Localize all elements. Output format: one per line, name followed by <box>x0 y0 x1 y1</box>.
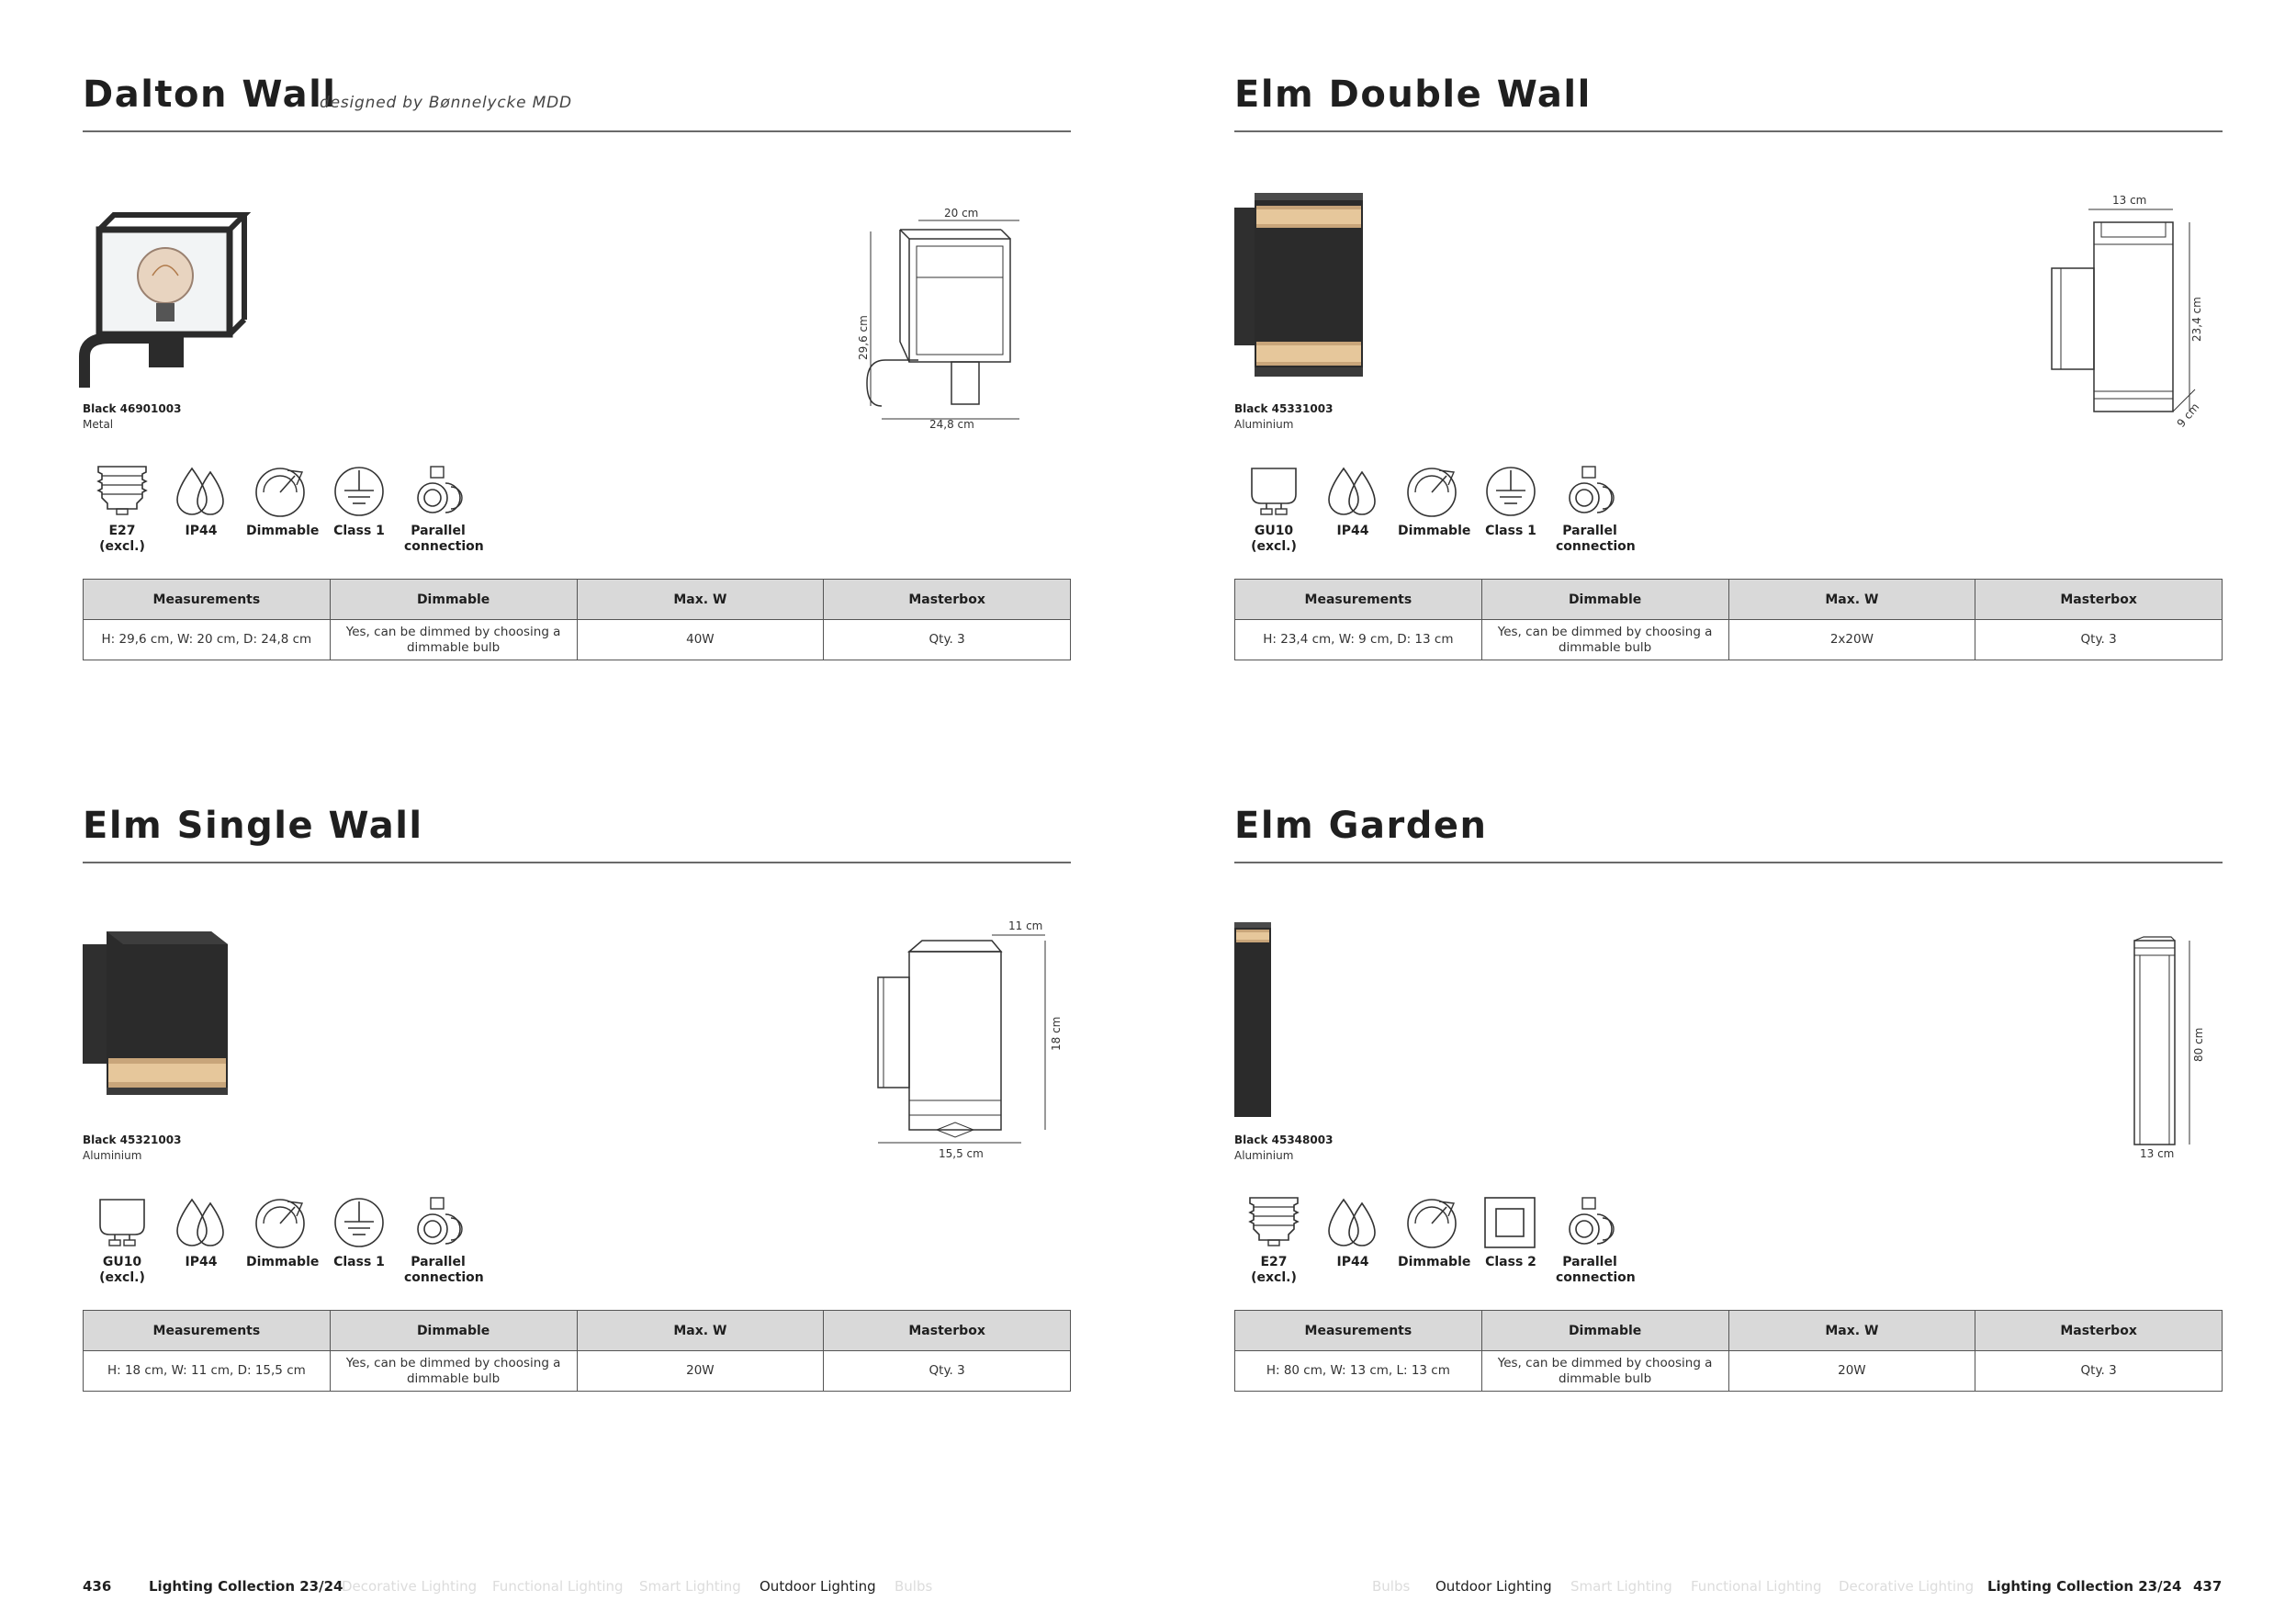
footer-left-brand: Lighting Collection 23/24 <box>149 1578 343 1595</box>
icon-label: Class 1 <box>333 524 385 538</box>
cell-measurements: H: 29,6 cm, W: 20 cm, D: 24,8 cm <box>84 620 331 660</box>
product-material: Aluminium <box>1234 1149 1294 1162</box>
feature-class-1 <box>1477 463 1545 539</box>
designer-credit: designed by Bønnelycke MDD <box>320 94 572 112</box>
dim-depth-label: 9 cm <box>2174 400 2202 430</box>
dimmable-icon <box>251 463 310 520</box>
product-photo <box>83 904 266 1119</box>
icon-label: Parallel <box>411 1255 466 1269</box>
class-1-earth-icon <box>330 463 388 520</box>
feature-dimmable <box>1398 463 1471 539</box>
col-header-masterbox: Masterbox <box>824 1311 1071 1351</box>
feature-icons <box>88 463 602 564</box>
table-row <box>1235 620 2223 660</box>
col-header-max-w: Max. W <box>577 580 824 620</box>
product-title: Elm Garden <box>1234 805 1488 847</box>
technical-drawing <box>2015 195 2223 428</box>
cell-masterbox: Qty. 3 <box>1975 1351 2223 1392</box>
feature-ip44 <box>167 1194 235 1270</box>
technical-drawing <box>857 195 1071 431</box>
product-material: Aluminium <box>83 1149 142 1162</box>
dim-height-label: 29,6 cm <box>857 315 870 360</box>
product-header <box>1234 73 2223 132</box>
feature-class-1 <box>325 1194 393 1270</box>
product-material: Aluminium <box>1234 418 1294 431</box>
col-header-masterbox: Masterbox <box>824 580 1071 620</box>
icon-label: Dimmable <box>1398 1255 1471 1269</box>
product-photo <box>83 173 266 388</box>
feature-ip44 <box>1319 1194 1387 1270</box>
icon-label: Class 2 <box>1485 1255 1536 1269</box>
product-material: Metal <box>83 418 114 431</box>
footer-left-nav-decorative[interactable]: Decorative Lighting <box>342 1578 478 1595</box>
dim-height-label: 18 cm <box>1050 1016 1063 1051</box>
spec-table <box>1234 579 2223 660</box>
dim-width-label: 13 cm <box>2140 1147 2175 1160</box>
feature-dimmable <box>1398 1194 1471 1270</box>
footer-left-nav-smart[interactable]: Smart Lighting <box>639 1578 741 1595</box>
cell-masterbox: Qty. 3 <box>1975 620 2223 660</box>
icon-label: Dimmable <box>1398 524 1471 538</box>
dim-width-label: 13 cm <box>2112 194 2147 207</box>
cell-max-w: 20W <box>1728 1351 1975 1392</box>
icon-label: Class 1 <box>1485 524 1536 538</box>
product-elm-single-wall <box>83 805 1071 1438</box>
icon-sublabel: connection <box>404 539 484 554</box>
product-header <box>83 73 1071 132</box>
icon-sublabel: (excl.) <box>99 539 145 554</box>
cell-measurements: H: 80 cm, W: 13 cm, L: 13 cm <box>1235 1351 1482 1392</box>
product-elm-garden <box>1234 805 2223 1438</box>
ip44-drops-icon <box>1323 463 1382 520</box>
e27-bulb-icon <box>1244 1194 1303 1251</box>
col-header-measurements: Measurements <box>1235 580 1482 620</box>
table-row <box>84 620 1071 660</box>
feature-icons <box>1240 463 1754 564</box>
feature-parallel <box>1556 463 1636 555</box>
col-header-max-w: Max. W <box>577 1311 824 1351</box>
table-row <box>1235 1351 2223 1392</box>
col-header-measurements: Measurements <box>84 1311 331 1351</box>
feature-parallel <box>1556 1194 1636 1286</box>
feature-parallel <box>404 463 484 555</box>
table-row <box>84 1351 1071 1392</box>
parallel-connection-icon <box>1560 1194 1619 1251</box>
product-sku: Black 45331003 <box>1234 402 1334 415</box>
col-header-dimmable: Dimmable <box>1481 1311 1728 1351</box>
icon-label: Class 1 <box>333 1255 385 1269</box>
cell-max-w: 20W <box>577 1351 824 1392</box>
footer-left-nav-bulbs[interactable]: Bulbs <box>895 1578 933 1595</box>
product-elm-double-wall <box>1234 73 2223 707</box>
col-header-measurements: Measurements <box>1235 1311 1482 1351</box>
feature-class-2 <box>1477 1194 1545 1270</box>
feature-e27 <box>1240 1194 1308 1286</box>
parallel-connection-icon <box>1560 463 1619 520</box>
dimmable-icon <box>1402 1194 1461 1251</box>
product-photo <box>1234 904 1418 1119</box>
footer-right-nav-smart[interactable]: Smart Lighting <box>1570 1578 1672 1595</box>
product-dalton-wall <box>83 73 1071 707</box>
icon-label: GU10 <box>1254 524 1294 538</box>
gu10-bulb-icon <box>1244 463 1303 520</box>
cell-dimmable: Yes, can be dimmed by choosing a dimmable bulb <box>1481 1351 1728 1392</box>
product-sku: Black 45321003 <box>83 1133 182 1146</box>
icon-label: IP44 <box>185 524 218 538</box>
footer-right-nav-decorative[interactable]: Decorative Lighting <box>1839 1578 1975 1595</box>
cell-masterbox: Qty. 3 <box>824 620 1071 660</box>
parallel-connection-icon <box>409 463 467 520</box>
footer-right-nav-functional[interactable]: Functional Lighting <box>1691 1578 1822 1595</box>
dim-depth-label: 24,8 cm <box>929 418 974 431</box>
col-header-masterbox: Masterbox <box>1975 1311 2223 1351</box>
spec-table <box>83 579 1071 660</box>
e27-bulb-icon <box>93 463 152 520</box>
col-header-max-w: Max. W <box>1728 1311 1975 1351</box>
feature-ip44 <box>167 463 235 539</box>
class-1-earth-icon <box>330 1194 388 1251</box>
dim-width-label: 20 cm <box>944 207 979 220</box>
technical-drawing <box>2015 926 2223 1159</box>
icon-sublabel: (excl.) <box>99 1270 145 1285</box>
ip44-drops-icon <box>172 463 231 520</box>
col-header-max-w: Max. W <box>1728 580 1975 620</box>
icon-label: GU10 <box>102 1255 142 1269</box>
icon-label: Parallel <box>411 524 466 538</box>
technical-drawing <box>863 919 1071 1160</box>
product-title: Dalton Wall <box>83 73 337 116</box>
feature-gu10 <box>88 1194 156 1286</box>
spec-table <box>83 1310 1071 1392</box>
product-photo <box>1234 173 1418 388</box>
icon-label: Parallel <box>1562 1255 1617 1269</box>
feature-parallel <box>404 1194 484 1286</box>
icon-sublabel: (excl.) <box>1251 1270 1297 1285</box>
feature-ip44 <box>1319 463 1387 539</box>
footer-left-nav-outdoor[interactable]: Outdoor Lighting <box>760 1578 876 1595</box>
product-sku: Black 45348003 <box>1234 1133 1334 1146</box>
col-header-masterbox: Masterbox <box>1975 580 2223 620</box>
parallel-connection-icon <box>409 1194 467 1251</box>
cell-max-w: 2x20W <box>1728 620 1975 660</box>
footer-left-page-number: 436 <box>83 1578 112 1595</box>
dim-height-label: 23,4 cm <box>2190 297 2203 342</box>
col-header-dimmable: Dimmable <box>1481 580 1728 620</box>
cell-dimmable: Yes, can be dimmed by choosing a dimmable bulb <box>330 1351 577 1392</box>
feature-class-1 <box>325 463 393 539</box>
cell-masterbox: Qty. 3 <box>824 1351 1071 1392</box>
feature-icons <box>1240 1194 1754 1295</box>
icon-label: Parallel <box>1562 524 1617 538</box>
footer-right-nav-outdoor[interactable]: Outdoor Lighting <box>1435 1578 1552 1595</box>
dim-width-label: 11 cm <box>1008 919 1043 932</box>
dimmable-icon <box>251 1194 310 1251</box>
spec-table <box>1234 1310 2223 1392</box>
feature-dimmable <box>246 463 320 539</box>
product-sku: Black 46901003 <box>83 402 182 415</box>
footer-right-nav-bulbs[interactable]: Bulbs <box>1372 1578 1411 1595</box>
icon-sublabel: connection <box>1556 1270 1636 1285</box>
icon-label: E27 <box>108 524 136 538</box>
col-header-dimmable: Dimmable <box>330 580 577 620</box>
icon-label: IP44 <box>1336 524 1369 538</box>
footer-right-brand: Lighting Collection 23/24 <box>1987 1578 2182 1595</box>
class-2-double-insulation-icon <box>1481 1194 1540 1251</box>
feature-gu10 <box>1240 463 1308 555</box>
footer-left-nav-functional[interactable]: Functional Lighting <box>492 1578 624 1595</box>
icon-sublabel: connection <box>404 1270 484 1285</box>
product-header <box>1234 805 2223 863</box>
icon-label: Dimmable <box>246 1255 320 1269</box>
cell-max-w: 40W <box>577 620 824 660</box>
class-1-earth-icon <box>1481 463 1540 520</box>
product-title: Elm Double Wall <box>1234 73 1592 116</box>
cell-measurements: H: 18 cm, W: 11 cm, D: 15,5 cm <box>84 1351 331 1392</box>
cell-dimmable: Yes, can be dimmed by choosing a dimmable bulb <box>330 620 577 660</box>
feature-dimmable <box>246 1194 320 1270</box>
col-header-dimmable: Dimmable <box>330 1311 577 1351</box>
ip44-drops-icon <box>1323 1194 1382 1251</box>
icon-label: IP44 <box>1336 1255 1369 1269</box>
gu10-bulb-icon <box>93 1194 152 1251</box>
ip44-drops-icon <box>172 1194 231 1251</box>
dim-height-label: 80 cm <box>2192 1027 2205 1062</box>
feature-e27 <box>88 463 156 555</box>
footer-right-page-number: 437 <box>2193 1578 2223 1595</box>
cell-measurements: H: 23,4 cm, W: 9 cm, D: 13 cm <box>1235 620 1482 660</box>
product-title: Elm Single Wall <box>83 805 423 847</box>
icon-sublabel: (excl.) <box>1251 539 1297 554</box>
product-header <box>83 805 1071 863</box>
col-header-measurements: Measurements <box>84 580 331 620</box>
dimmable-icon <box>1402 463 1461 520</box>
icon-label: IP44 <box>185 1255 218 1269</box>
icon-label: Dimmable <box>246 524 320 538</box>
dim-depth-label: 15,5 cm <box>939 1147 984 1160</box>
icon-label: E27 <box>1260 1255 1288 1269</box>
cell-dimmable: Yes, can be dimmed by choosing a dimmable bulb <box>1481 620 1728 660</box>
feature-icons <box>88 1194 602 1295</box>
icon-sublabel: connection <box>1556 539 1636 554</box>
